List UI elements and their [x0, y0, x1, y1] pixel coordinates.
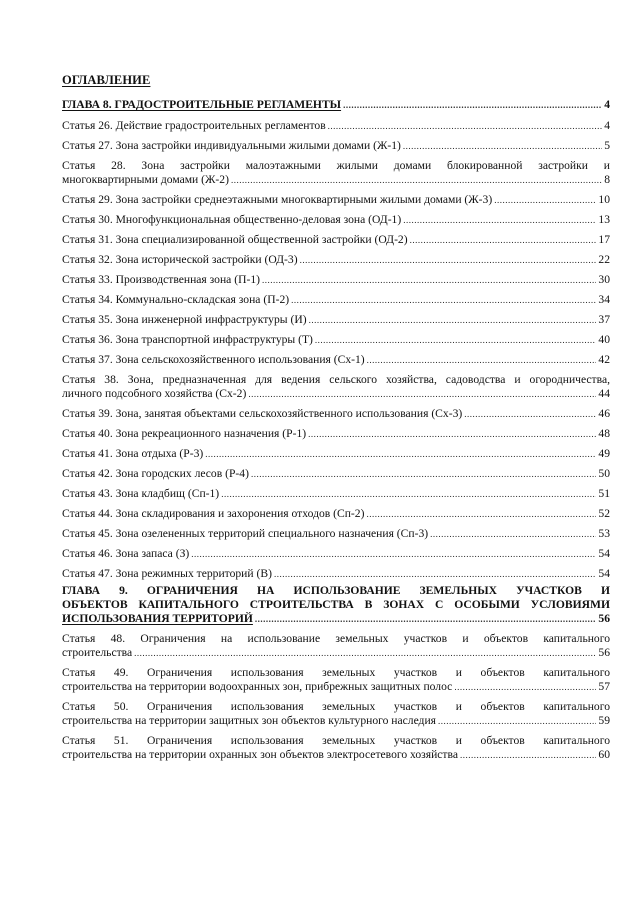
dot-leader — [460, 748, 596, 762]
toc-page-number: 54 — [598, 547, 610, 560]
toc-entry-title: Статья 40. Зона рекреационного назначения (Р-1) — [62, 427, 307, 440]
toc-entry[interactable] — [62, 427, 610, 441]
dot-leader — [403, 139, 602, 153]
toc-entry-title-line: ИСПОЛЬЗОВАНИЯ ТЕРРИТОРИЙ — [62, 612, 253, 625]
toc-page-number: 34 — [598, 293, 610, 306]
toc-entry[interactable] — [62, 253, 610, 267]
toc-entry[interactable] — [62, 159, 610, 187]
dot-leader — [403, 213, 596, 227]
toc-entry[interactable] — [62, 567, 610, 581]
dot-leader — [367, 353, 597, 367]
toc-page-number: 51 — [598, 487, 610, 500]
toc-page-number: 10 — [598, 193, 610, 206]
toc-entry[interactable] — [62, 734, 610, 762]
toc-entry[interactable] — [62, 527, 610, 541]
toc-page-number: 17 — [598, 233, 610, 246]
dot-leader — [262, 273, 596, 287]
toc-entry-title: Статья 39. Зона, занятая объектами сельскохозяйственного использования (Сх-3) — [62, 407, 463, 420]
toc-page-number: 5 — [604, 139, 610, 152]
toc-entry[interactable] — [62, 119, 610, 133]
dot-leader — [221, 487, 596, 501]
toc-entry[interactable] — [62, 273, 610, 287]
table-of-contents — [62, 98, 610, 768]
toc-entry[interactable] — [62, 632, 610, 660]
dot-leader — [366, 507, 596, 521]
toc-entry[interactable] — [62, 353, 610, 367]
toc-page-number: 22 — [598, 253, 610, 266]
toc-page-number: 49 — [598, 447, 610, 460]
toc-page-number: 52 — [598, 507, 610, 520]
toc-heading: ОГЛАВЛЕНИЕ — [62, 73, 151, 87]
toc-entry-title-line: Статья 48. Ограничения на использование земельных участков и объектов капитального — [62, 632, 610, 645]
toc-page-number: 8 — [604, 173, 610, 186]
toc-page-number: 50 — [598, 467, 610, 480]
toc-page-number: 54 — [598, 567, 610, 580]
toc-page-number: 53 — [598, 527, 610, 540]
dot-leader — [343, 98, 602, 112]
dot-leader — [191, 547, 596, 561]
dot-leader — [205, 447, 596, 461]
toc-entry[interactable] — [62, 193, 610, 207]
toc-entry[interactable] — [62, 139, 610, 153]
dot-leader — [315, 333, 596, 347]
toc-entry[interactable] — [62, 507, 610, 521]
toc-entry[interactable] — [62, 213, 610, 227]
toc-page-number: 42 — [598, 353, 610, 366]
toc-entry-title: Статья 42. Зона городских лесов (Р-4) — [62, 467, 249, 480]
toc-page-number: 59 — [598, 714, 610, 727]
toc-page-number: 48 — [598, 427, 610, 440]
toc-entry-title-line: Статья 51. Ограничения использования земельных участков и объектов капитального — [62, 734, 610, 747]
toc-page-number: 56 — [598, 612, 610, 625]
toc-entry[interactable] — [62, 666, 610, 694]
toc-entry[interactable] — [62, 467, 610, 481]
toc-entry-title-line: личного подсобного хозяйства (Сх-2) — [62, 387, 247, 400]
toc-entry[interactable] — [62, 407, 610, 421]
toc-entry-title: Статья 35. Зона инженерной инфраструктуры (И) — [62, 313, 307, 326]
dot-leader — [454, 680, 596, 694]
dot-leader — [300, 253, 597, 267]
toc-entry-title-line: строительства на территории защитных зон объектов культурного наследия — [62, 714, 436, 727]
dot-leader — [328, 119, 603, 133]
toc-entry-title: Статья 45. Зона озелененных территорий специального назначения (Сп-3) — [62, 527, 429, 540]
toc-entry-title-line: строительства на территории водоохранных зон, прибрежных защитных полос — [62, 680, 453, 693]
dot-leader — [251, 467, 596, 481]
toc-entry-title-line: ГЛАВА 9. ОГРАНИЧЕНИЯ НА ИСПОЛЬЗОВАНИЕ ЗЕМЕЛЬНЫХ УЧАСТКОВ И — [62, 584, 610, 597]
toc-chapter-9[interactable] — [62, 584, 610, 626]
toc-entry-title: Статья 43. Зона кладбищ (Сп-1) — [62, 487, 220, 500]
toc-entry-title: Статья 33. Производственная зона (П-1) — [62, 273, 260, 286]
dot-leader — [464, 407, 596, 421]
toc-entry-title-line: многоквартирными домами (Ж-2) — [62, 173, 229, 186]
dot-leader — [430, 527, 596, 541]
dot-leader — [274, 567, 596, 581]
toc-entry-title: Статья 32. Зона исторической застройки (ОД-3) — [62, 253, 298, 266]
toc-entry-title-line: строительства на территории охранных зон объектов электросетевого хозяйства — [62, 748, 458, 761]
dot-leader — [134, 646, 596, 660]
dot-leader — [255, 612, 597, 626]
toc-page-number: 37 — [598, 313, 610, 326]
toc-entry-title: Статья 41. Зона отдыха (Р-3) — [62, 447, 204, 460]
toc-page-number: 30 — [598, 273, 610, 286]
toc-entry-title: Статья 34. Коммунально-складская зона (П-2) — [62, 293, 290, 306]
toc-entry-title: Статья 29. Зона застройки среднеэтажными многоквартирными жилыми домами (Ж-3) — [62, 193, 493, 206]
toc-entry-title-line: Статья 38. Зона, предназначенная для ведения сельского хозяйства, садоводства и огородничества, — [62, 373, 610, 386]
toc-page-number: 4 — [604, 98, 610, 111]
toc-page-number: 40 — [598, 333, 610, 346]
dot-leader — [410, 233, 597, 247]
toc-entry-title-line: Статья 50. Ограничения использования земельных участков и объектов капитального — [62, 700, 610, 713]
toc-entry[interactable] — [62, 233, 610, 247]
toc-entry-title: Статья 30. Многофункциональная общественно-деловая зона (ОД-1) — [62, 213, 402, 226]
toc-entry-title: Статья 37. Зона сельскохозяйственного использования (Сх-1) — [62, 353, 365, 366]
toc-page-number: 46 — [598, 407, 610, 420]
toc-entry[interactable] — [62, 447, 610, 461]
toc-entry-title-line: строительства — [62, 646, 133, 659]
toc-page-number: 60 — [598, 748, 610, 761]
toc-chapter-8[interactable] — [62, 98, 610, 112]
toc-entry[interactable] — [62, 547, 610, 561]
toc-entry-title: Статья 47. Зона режимных территорий (В) — [62, 567, 272, 580]
toc-entry-title: Статья 27. Зона застройки индивидуальными жилыми домами (Ж-1) — [62, 139, 401, 152]
toc-entry[interactable] — [62, 333, 610, 347]
dot-leader — [308, 427, 596, 441]
toc-entry-title: Статья 46. Зона запаса (З) — [62, 547, 190, 560]
toc-entry-title: Статья 44. Зона складирования и захоронения отходов (Сп-2) — [62, 507, 365, 520]
toc-entry-title: ГЛАВА 8. ГРАДОСТРОИТЕЛЬНЫЕ РЕГЛАМЕНТЫ — [62, 98, 342, 111]
toc-entry-title: Статья 36. Зона транспортной инфраструктуры (Т) — [62, 333, 313, 346]
toc-entry-title-line: Статья 49. Ограничения использования земельных участков и объектов капитального — [62, 666, 610, 679]
toc-page-number: 13 — [598, 213, 610, 226]
toc-entry[interactable] — [62, 373, 610, 401]
toc-page-number: 57 — [598, 680, 610, 693]
toc-page-number: 44 — [598, 387, 610, 400]
toc-entry-title-line: Статья 28. Зона застройки малоэтажными жилыми домами блокированной застройки и — [62, 159, 610, 172]
toc-entry[interactable] — [62, 313, 610, 327]
dot-leader — [291, 293, 596, 307]
toc-entry[interactable] — [62, 293, 610, 307]
dot-leader — [309, 313, 597, 327]
toc-page-number: 4 — [604, 119, 610, 132]
toc-entry-title-line: ОБЪЕКТОВ КАПИТАЛЬНОГО СТРОИТЕЛЬСТВА В ЗОНАХ С ОСОБЫМИ УСЛОВИЯМИ — [62, 598, 610, 611]
dot-leader — [494, 193, 596, 207]
toc-page-number: 56 — [598, 646, 610, 659]
toc-entry[interactable] — [62, 700, 610, 728]
toc-entry-title: Статья 26. Действие градостроительных регламентов — [62, 119, 326, 132]
toc-entry-title: Статья 31. Зона специализированной общественной застройки (ОД-2) — [62, 233, 408, 246]
dot-leader — [231, 173, 602, 187]
dot-leader — [248, 387, 596, 401]
dot-leader — [438, 714, 596, 728]
toc-entry[interactable] — [62, 487, 610, 501]
